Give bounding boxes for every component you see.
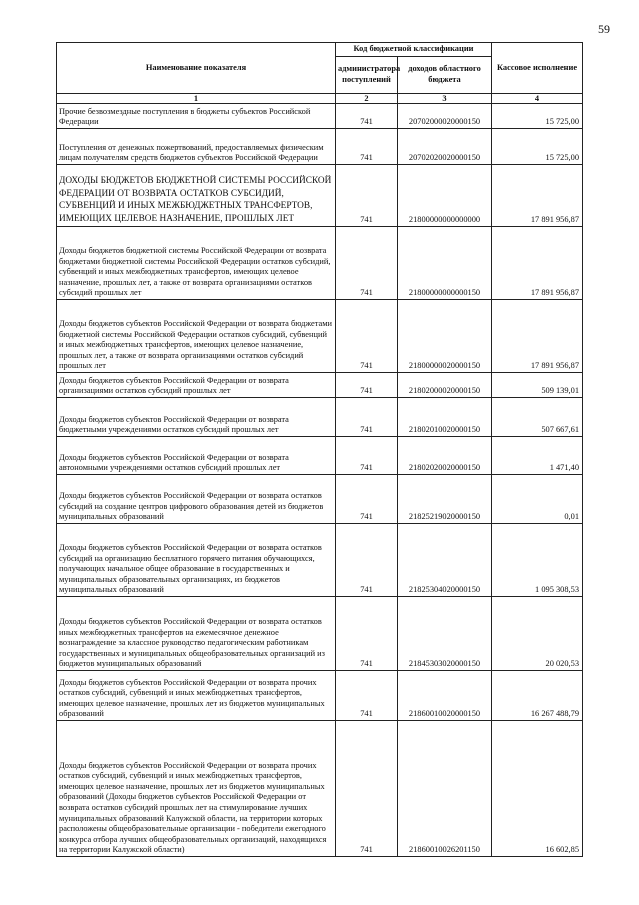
cash-amount: 15 725,00 xyxy=(492,129,583,165)
table-row xyxy=(57,165,583,227)
admin-code: 741 xyxy=(336,129,398,165)
table-row xyxy=(57,373,583,398)
admin-code: 741 xyxy=(336,373,398,398)
cash-amount: 16 602,85 xyxy=(492,721,583,857)
admin-code: 741 xyxy=(336,671,398,721)
header-budget-class-code: Код бюджетной классификации xyxy=(336,43,492,57)
column-number: 1 xyxy=(57,94,336,104)
column-number: 2 xyxy=(336,94,398,104)
column-number: 3 xyxy=(398,94,492,104)
cash-amount: 17 891 956,87 xyxy=(492,300,583,373)
indicator-name: Доходы бюджетов субъектов Российской Федерации от возврата остатков субсидий на организацию бесплатного горячего питания обучающихся, получающих начальное общее образование в государственных и муниципальных образовательных организациях, из бюджетов муниципальных образований xyxy=(57,524,336,597)
table-row xyxy=(57,475,583,524)
table-row xyxy=(57,597,583,671)
revenue-code: 21802010020000150 xyxy=(398,398,492,437)
admin-code: 741 xyxy=(336,398,398,437)
indicator-name: Доходы бюджетов субъектов Российской Федерации от возврата остатков иных межбюджетных трансфертов на ежемесячное денежное вознаграждение за классное руководство педагогическим работникам государственных и муниципальных общеобразовательных организаций из бюджетов муниципальных образований xyxy=(57,597,336,671)
indicator-name: Доходы бюджетов субъектов Российской Федерации от возврата бюджетными учреждениями остатков субсидий прошлых лет xyxy=(57,398,336,437)
column-number: 4 xyxy=(492,94,583,104)
revenue-code: 20702000020000150 xyxy=(398,104,492,129)
cash-amount: 509 139,01 xyxy=(492,373,583,398)
cash-amount: 20 020,53 xyxy=(492,597,583,671)
cash-amount: 17 891 956,87 xyxy=(492,227,583,300)
revenue-code: 21800000000000000 xyxy=(398,165,492,227)
admin-code: 741 xyxy=(336,475,398,524)
table-row xyxy=(57,227,583,300)
header-admin-of-revenues: администратора поступлений xyxy=(336,57,398,94)
indicator-name: Доходы бюджетов субъектов Российской Федерации от возврата автономными учреждениями остатков субсидий прошлых лет xyxy=(57,437,336,475)
revenue-code: 21845303020000150 xyxy=(398,597,492,671)
page-number: 59 xyxy=(598,22,610,36)
table-row xyxy=(57,398,583,437)
table-row xyxy=(57,671,583,721)
revenue-code: 21800000020000150 xyxy=(398,300,492,373)
cash-amount: 507 667,61 xyxy=(492,398,583,437)
table-row xyxy=(57,721,583,857)
admin-code: 741 xyxy=(336,104,398,129)
indicator-name: Доходы бюджетов бюджетной системы Российской Федерации от возврата бюджетами бюджетной системы Российской Федерации остатков субсидий, субвенций и иных межбюджетных трансфертов, имеющих целевое назначение, прошлых лет, а также от возврата организациями остатков субсидий прошлых лет xyxy=(57,227,336,300)
indicator-name: Доходы бюджетов субъектов Российской Федерации от возврата бюджетами бюджетной системы Российской Федерации остатков субсидий, субвенций и иных межбюджетных трансфертов, имеющих целевое назначение, прошлых лет, а также от возврата организациями остатков субсидий прошлых лет xyxy=(57,300,336,373)
table-row xyxy=(57,437,583,475)
admin-code: 741 xyxy=(336,437,398,475)
admin-code: 741 xyxy=(336,597,398,671)
table-row xyxy=(57,300,583,373)
header-cash-execution: Кассовое исполнение xyxy=(492,43,583,94)
cash-amount: 17 891 956,87 xyxy=(492,165,583,227)
indicator-name: Прочие безвозмездные поступления в бюджеты субъектов Российской Федерации xyxy=(57,104,336,129)
revenue-code: 21802000020000150 xyxy=(398,373,492,398)
revenue-code: 21825304020000150 xyxy=(398,524,492,597)
indicator-name: Поступления от денежных пожертвований, предоставляемых физическим лицам получателям средств бюджетов субъектов Российской Федерации xyxy=(57,129,336,165)
indicator-name: ДОХОДЫ БЮДЖЕТОВ БЮДЖЕТНОЙ СИСТЕМЫ РОССИЙСКОЙ ФЕДЕРАЦИИ ОТ ВОЗВРАТА ОСТАТКОВ СУБСИДИЙ, СУБВЕНЦИЙ И ИНЫХ МЕЖБЮДЖЕТНЫХ ТРАНСФЕРТОВ, ИМЕЮЩИХ ЦЕЛЕВОЕ НАЗНАЧЕНИЕ, ПРОШЛЫХ ЛЕТ xyxy=(57,165,336,227)
cash-amount: 1 095 308,53 xyxy=(492,524,583,597)
table-row xyxy=(57,104,583,129)
header-indicator-name: Наименование показателя xyxy=(57,43,336,94)
admin-code: 741 xyxy=(336,721,398,857)
revenue-code: 21860010026201150 xyxy=(398,721,492,857)
revenue-code: 20702020020000150 xyxy=(398,129,492,165)
header-regional-budget-revenues: доходов областного бюджета xyxy=(398,57,492,94)
revenue-table xyxy=(56,42,583,857)
table-row xyxy=(57,129,583,165)
indicator-name: Доходы бюджетов субъектов Российской Федерации от возврата прочих остатков субсидий, субвенций и иных межбюджетных трансфертов, имеющих целевое назначение, прошлых лет из бюджетов муниципальных образований (Доходы бюджетов субъектов Российской Федерации от возврата остатков субсидий прошлых лет на стимулирование лучших муниципальных образований Калужской области, на территории которых расположены общеобразовательные организации - победители ежегодного конкурса отбора лучших общеобразовательных организаций, находящихся на территории Калужской области) xyxy=(57,721,336,857)
revenue-code: 21800000000000150 xyxy=(398,227,492,300)
table-row xyxy=(57,524,583,597)
cash-amount: 16 267 488,79 xyxy=(492,671,583,721)
admin-code: 741 xyxy=(336,300,398,373)
indicator-name: Доходы бюджетов субъектов Российской Федерации от возврата организациями остатков субсидий прошлых лет xyxy=(57,373,336,398)
revenue-code: 21802020020000150 xyxy=(398,437,492,475)
admin-code: 741 xyxy=(336,227,398,300)
indicator-name: Доходы бюджетов субъектов Российской Федерации от возврата остатков субсидий на создание центров цифрового образования детей из бюджетов муниципальных образований xyxy=(57,475,336,524)
cash-amount: 15 725,00 xyxy=(492,104,583,129)
revenue-code: 21825219020000150 xyxy=(398,475,492,524)
cash-amount: 1 471,40 xyxy=(492,437,583,475)
cash-amount: 0,01 xyxy=(492,475,583,524)
revenue-code: 21860010020000150 xyxy=(398,671,492,721)
admin-code: 741 xyxy=(336,165,398,227)
indicator-name: Доходы бюджетов субъектов Российской Федерации от возврата прочих остатков субсидий, субвенций и иных межбюджетных трансфертов, имеющих целевое назначение, прошлых лет из бюджетов муниципальных образований xyxy=(57,671,336,721)
admin-code: 741 xyxy=(336,524,398,597)
